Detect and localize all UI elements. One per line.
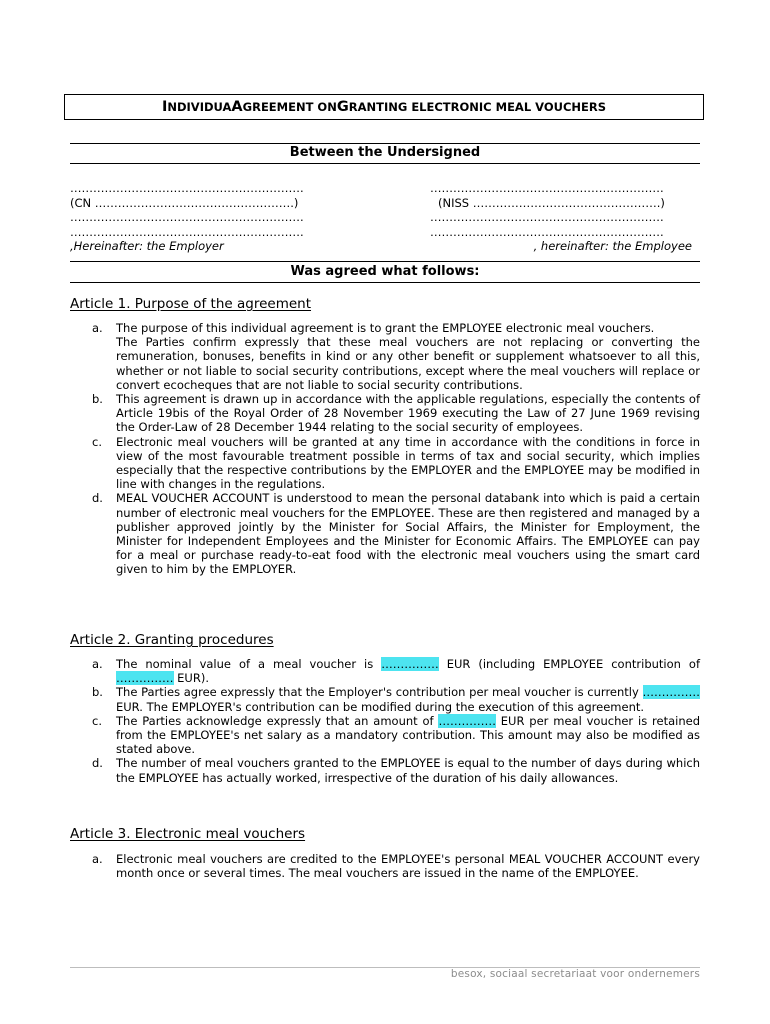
employee-niss-line: (NISS ………………………………………….) [438,195,665,210]
article-2-list [92,657,700,785]
amount-field[interactable]: …………… [116,671,174,686]
title-part: RANTING ELECTRONIC MEAL VOUCHERS [348,100,607,114]
list-item [92,657,700,685]
item-marker [92,335,116,392]
item-marker: d. [92,756,103,771]
text-part: EUR. The EMPLOYER's contribution can be modified during the execution of this agreement. [116,699,645,714]
employee-label: , hereinafter: the Employee [533,239,692,253]
article-1-heading: Article 1. Purpose of the agreement [70,296,312,312]
article-2-heading: Article 2. Granting procedures [70,632,274,648]
employer-label: ,Hereinafter: the Employer [70,239,224,253]
divider [70,163,700,164]
list-item [92,491,700,576]
item-marker: c. [92,713,102,728]
text-part: EUR (including EMPLOYEE contribution of [438,657,700,671]
title-part: GREEMENT ON [242,100,337,114]
employee-block [430,181,692,254]
item-text: MEAL VOUCHER ACCOUNT is understood to mean the personal databank into which is paid a certain number of electronic meal vouchers for the EMPLOYEE. These are then registered and managed by a publisher approved jointly by the Minister for Social Affairs, the Minister for Employment, the Minister for Independent Employees and the Minister for Economic Affairs. The EMPLOYEE can pay for a meal or purchase ready-to-eat food with the electronic meal vouchers using the smart card given to him by the EMPLOYER. [116,491,700,577]
article-1-list [92,321,700,577]
divider [70,143,700,144]
divider [70,282,700,283]
text-part: The nominal value of a meal voucher is [116,657,382,671]
employer-cn-line: (CN …………………………………………….) [70,195,299,210]
item-marker: b. [92,392,103,407]
amount-field[interactable]: …………… [438,713,496,728]
list-item [92,392,700,435]
employer-line: ……………………………………………………. [70,181,304,195]
employer-line: ……………………………………………………. [70,224,304,239]
employee-line: ……………………………………………………. [430,210,664,224]
item-text: The purpose of this individual agreement is to grant the EMPLOYEE electronic meal vouchers. [116,321,655,335]
text-part: The Parties agree expressly that the Employer's contribution per meal voucher is currently [116,685,643,700]
document-title [64,94,704,120]
between-heading: Between the Undersigned [289,145,481,160]
item-text [116,714,700,757]
item-text [116,756,700,784]
item-text: The Parties confirm expressly that these meal vouchers are not replacing or converting the remuneration, bonuses, benefits in kind or any other benefit or supplement whatsoever to all this, whether or not liable to social security contributions, except where the meal vouchers will replace or convert ecocheques that are not liable to social security contributions. [116,335,700,392]
article-3-list [92,852,700,880]
item-marker: d. [92,491,103,506]
item-marker: a. [92,657,103,671]
list-item [92,685,700,713]
agreed-heading: Was agreed what follows: [290,264,480,279]
item-marker: a. [92,852,103,866]
list-item [92,321,700,335]
item-text [116,685,700,713]
title-initial: G [336,99,349,115]
employee-line: ……………………………………………………. [430,224,664,239]
item-text: Electronic meal vouchers will be granted at any time in accordance with the conditions in force in view of the most favourable treatment possible in terms of tax and social security, which implies especially that the respective contributions by the EMPLOYER and the EMPLOYEE may be modified in line with changes in the regulations. [116,434,700,492]
item-text: Electronic meal vouchers are credited to the EMPLOYEE's personal MEAL VOUCHER ACCOUNT every month once or several times. The meal vouchers are issued in the name of the EMPLOYEE. [116,852,700,881]
list-item [92,435,700,492]
item-marker: b. [92,685,103,700]
item-marker: a. [92,321,103,335]
amount-field[interactable]: …………… [381,657,439,671]
title-initial: I [161,99,168,115]
text-part: EUR). [173,671,209,686]
divider [70,261,700,262]
employer-block [70,181,340,254]
text-part: The Parties acknowledge expressly that an amount of [116,713,439,728]
list-item [92,714,700,757]
article-3-heading: Article 3. Electronic meal vouchers [70,826,306,842]
list-item [92,335,700,392]
list-item [92,756,700,784]
item-text: This agreement is drawn up in accordance with the applicable regulations, especially the contents of Article 19bis of the Royal Order of 28 November 1969 executing the Law of 27 June 1969 revising the Order-Law of 28 December 1944 relating to the social security of employees. [116,392,700,435]
employer-line: ……………………………………………………. [70,210,304,224]
amount-field[interactable]: …………… [642,685,700,700]
list-item [92,852,700,880]
item-marker: c. [92,434,102,449]
title-part: NDIVIDUA [167,100,232,114]
title-initial: A [231,99,243,115]
footer-text: besox, sociaal secretariaat voor ondernemers [450,968,700,980]
item-text [116,657,700,685]
employee-line: ……………………………………………………. [430,181,664,195]
text-part: The number of meal vouchers granted to the EMPLOYEE is equal to the number of days during which the EMPLOYEE has actually worked, irrespective of the duration of his daily allowances. [116,756,700,785]
text-part: EUR per meal voucher is retained from the EMPLOYEE's net salary as a mandatory contribution. This amount may also be modified as stated above. [116,713,700,757]
